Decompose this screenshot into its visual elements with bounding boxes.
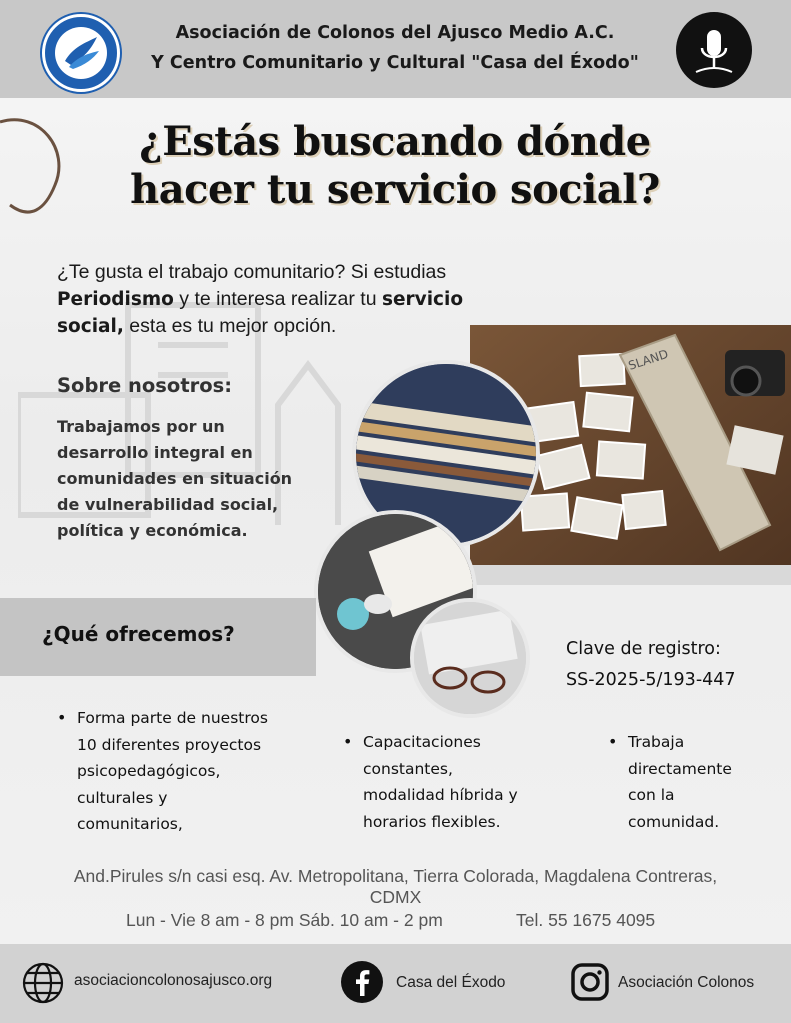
about-body — [57, 414, 342, 544]
header-title-line2: Y Centro Comunitario y Cultural "Casa del Éxodo" — [151, 53, 639, 73]
intro-line3 — [57, 313, 537, 340]
address-line2: CDMX — [369, 887, 422, 907]
registro-block — [566, 634, 736, 696]
headline-line2: hacer tu servicio social? — [130, 166, 660, 213]
facebook-link[interactable]: Casa del Éxodo — [396, 974, 506, 991]
offer-item-2-line: constantes, — [363, 759, 453, 778]
intro-text-end: esta es tu mejor opción. — [123, 315, 337, 337]
facebook-icon[interactable] — [340, 960, 384, 1008]
intro-bold-social: social, — [57, 316, 124, 337]
address-line1: And.Pirules s/n casi esq. Av. Metropolitana, Tierra Colorada, Magdalena Contreras, — [73, 866, 718, 886]
offer-item-3-line: directamente — [628, 759, 732, 778]
offer-item-1-line: Forma parte de nuestros — [77, 709, 268, 727]
intro-line1: ¿Te gusta el trabajo comunitario? Si estudias — [57, 261, 447, 283]
offer-item-1-line: culturales y — [77, 788, 168, 807]
offer-item-2-line: horarios flexibles. — [363, 812, 501, 831]
intro-paragraph — [57, 259, 537, 340]
opening-hours: Lun - Vie 8 am - 8 pm Sáb. 10 am - 2 pm — [126, 910, 443, 930]
intro-line2 — [57, 286, 537, 313]
about-line4: de vulnerabilidad social, — [57, 495, 279, 514]
intro-text-middle: y te interesa realizar tu — [173, 288, 382, 310]
offer-item-3-line: con la — [628, 786, 675, 804]
circle-photo-glasses — [410, 598, 530, 718]
about-line3: comunidades en situación — [57, 469, 293, 488]
instagram-icon[interactable] — [570, 962, 610, 1006]
offer-item-2 — [343, 729, 563, 835]
about-line2: desarrollo integral en — [57, 443, 253, 462]
intro-bold-servicio: servicio — [381, 289, 464, 310]
intro-bold-periodismo: Periodismo — [57, 289, 174, 310]
bullet-icon: • — [608, 732, 618, 751]
instagram-link[interactable]: Asociación Colonos — [618, 974, 755, 991]
offer-heading: ¿Qué ofrecemos? — [42, 622, 235, 646]
offer-item-2-line: modalidad híbrida y — [363, 786, 518, 804]
offer-item-1-line: 10 diferentes proyectos — [77, 735, 262, 754]
headline — [40, 118, 750, 214]
asociacion-logo — [42, 14, 120, 92]
offer-item-1-line: comunitarios, — [77, 815, 183, 833]
header-title-line1: Asociación de Colonos del Ajusco Medio A.C. — [175, 23, 615, 43]
offer-item-3-line: comunidad. — [628, 812, 720, 831]
phone-number: Tel. 55 1675 4095 — [516, 910, 656, 930]
registro-code: SS-2025-5/193-447 — [566, 670, 736, 690]
globe-icon — [22, 962, 64, 1008]
address — [20, 866, 771, 908]
offer-item-1-line: psicopedagógicos, — [77, 762, 221, 780]
offer-item-2-line: Capacitaciones — [363, 733, 481, 751]
website-link[interactable]: asociacioncolonosajusco.org — [74, 972, 273, 989]
about-heading: Sobre nosotros: — [57, 374, 233, 397]
bullet-icon: • — [343, 732, 353, 751]
registro-label: Clave de registro: — [566, 639, 721, 659]
about-line1: Trabajamos por un — [57, 417, 225, 436]
offer-item-3 — [608, 729, 768, 835]
header-title — [140, 18, 650, 78]
offer-item-1 — [57, 705, 327, 838]
about-line5: política y económica. — [57, 521, 248, 540]
svg-text:SLAND: SLAND — [626, 346, 670, 373]
headline-line1: ¿Estás buscando dónde — [139, 118, 651, 165]
radio-logo — [676, 12, 752, 88]
offer-item-3-line: Trabaja — [628, 733, 685, 751]
bullet-icon: • — [57, 708, 67, 727]
